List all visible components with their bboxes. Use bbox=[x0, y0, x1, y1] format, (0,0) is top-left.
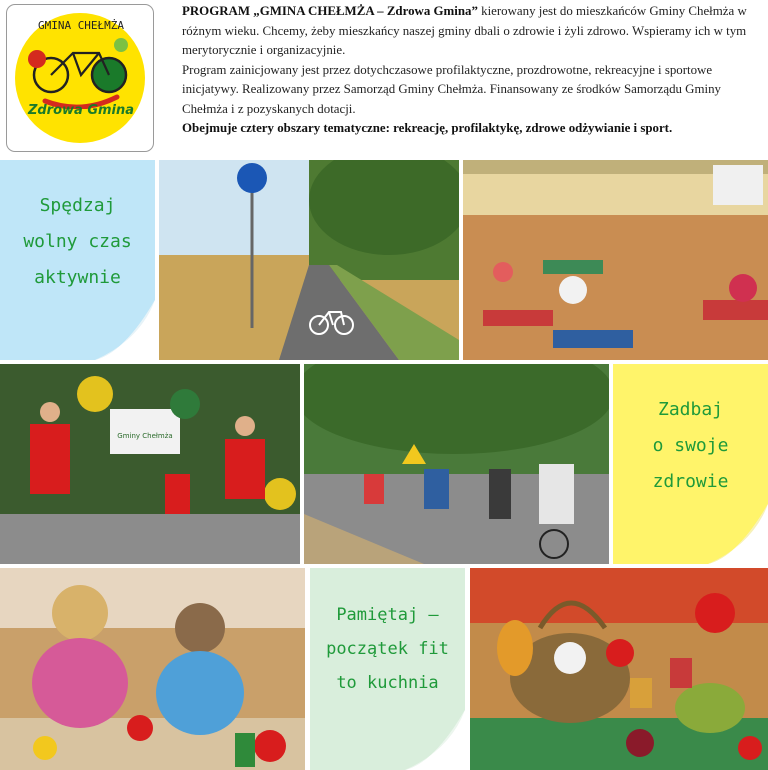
gym-class-photo bbox=[463, 160, 768, 360]
note-health bbox=[613, 364, 768, 564]
note-health-line2: o swoje bbox=[652, 435, 729, 456]
note-kitchen-line3: to kuchnia bbox=[336, 673, 439, 693]
page-curl-icon bbox=[405, 710, 465, 770]
intro-title: PROGRAM „GMINA CHEŁMŻA – Zdrowa Gmina” bbox=[182, 4, 478, 18]
note-kitchen-line1: Pamiętaj – bbox=[336, 605, 439, 625]
note-health-line3: zdrowie bbox=[652, 471, 729, 492]
note-kitchen bbox=[310, 568, 465, 770]
note-active-text bbox=[0, 188, 155, 296]
note-active-line2: wolny czas bbox=[23, 231, 132, 252]
note-health-text bbox=[613, 392, 768, 500]
gmina-logo bbox=[6, 4, 154, 152]
kids-cooking-photo bbox=[0, 568, 305, 770]
intro-text bbox=[182, 2, 750, 139]
intro-line2: Program zainicjowany jest przez dotychczasowe profilaktyczne, prozdrowotne, rekreacyjne i sportowe inicjatywy. Realizowany przez Samorząd Gminy Chełmża. Finansowany ze środków Samorządu Gminy Chełmża i z pozyskanych dotacji. bbox=[182, 62, 721, 116]
page-curl-icon bbox=[708, 504, 768, 564]
bike-path-photo bbox=[159, 160, 459, 360]
note-active-line3: aktywnie bbox=[34, 267, 121, 288]
note-active-line1: Spędzaj bbox=[39, 195, 116, 216]
note-kitchen-text bbox=[310, 598, 465, 700]
vegetables-photo bbox=[470, 568, 768, 770]
note-active bbox=[0, 160, 155, 360]
logo-top-text: GMINA CHEŁMŻA bbox=[37, 19, 125, 32]
logo-bottom-text: Zdrowa Gmina bbox=[27, 103, 135, 118]
dancer-sign-text: Gminy Chełmża bbox=[117, 432, 173, 440]
intro-emphasis: Obejmuje cztery obszary tematyczne: rekreację, profilaktykę, zdrowe odżywianie i sport. bbox=[182, 121, 673, 135]
cyclists-photo bbox=[304, 364, 609, 564]
bicycle-icon bbox=[21, 31, 141, 109]
page-curl-icon bbox=[95, 300, 155, 360]
cheerleaders-photo bbox=[0, 364, 300, 564]
note-kitchen-line2: początek fit bbox=[326, 639, 449, 659]
note-health-line1: Zadbaj bbox=[657, 399, 724, 420]
intro-line1: kierowany jest do mieszkańców Gminy Chełmża w różnym wieku. Chcemy, żeby mieszkańcy naszej gminy dbali o zdrowie i żyli zdrowo. Wspieramy ich w tym merytorycznie i organizacyjnie. bbox=[182, 4, 747, 57]
